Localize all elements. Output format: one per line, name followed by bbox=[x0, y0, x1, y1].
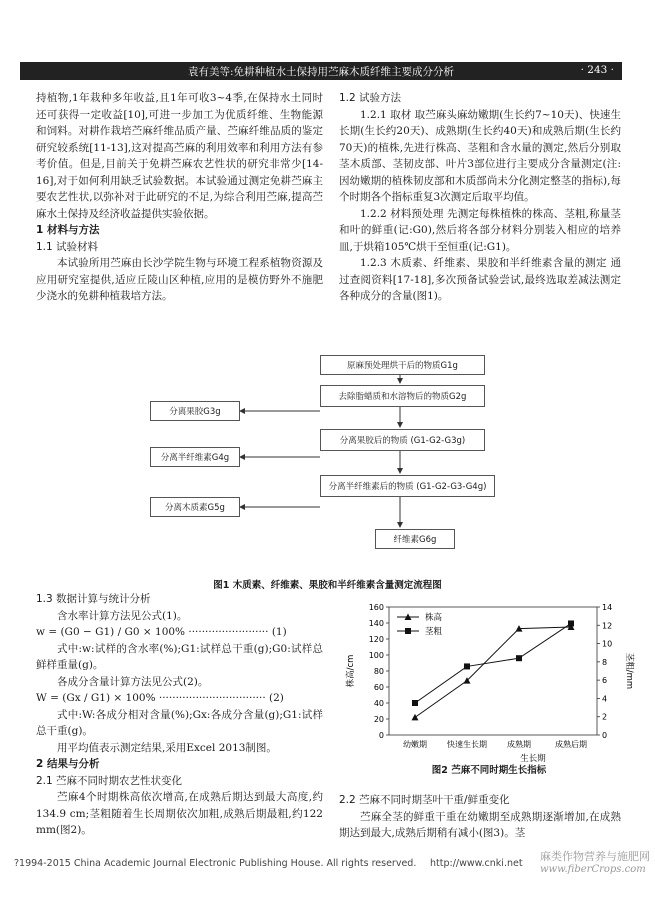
body-paragraph: 各成分含量计算方法见公式(2)。 bbox=[57, 675, 209, 688]
y-right-tick-label: 14 bbox=[602, 603, 613, 612]
header-title: 袁有美等:免耕种植水土保持用苎麻木质纤维主要成分分析 bbox=[187, 66, 455, 78]
left-column-bottom bbox=[36, 591, 323, 839]
legend-label: 茎粗 bbox=[425, 627, 443, 637]
data-point-square bbox=[516, 655, 522, 661]
body-paragraph: 含水率计算方法见公式(1)。 bbox=[57, 609, 188, 622]
method-paragraph: 1.2.3 木质素、纤维素、果胶和半纤维素含量的测定 通过查阅资料[17-18],多次预备试验尝试,最终选取差减法测定各种成分的含量(图1)。 bbox=[339, 257, 621, 302]
x-tick-label: 幼嫩期 bbox=[403, 740, 427, 749]
data-point-triangle bbox=[412, 714, 419, 721]
y-left-tick-label: 40 bbox=[373, 699, 384, 708]
cnki-link[interactable]: http://www.cnki.net bbox=[430, 858, 523, 869]
flow-box: 分离半纤维素G4g bbox=[150, 447, 240, 467]
x-tick-label: 成熟后期 bbox=[555, 740, 587, 749]
figure-1-caption: 图1 木质素、纤维素、果胶和半纤维素含量测定流程图 bbox=[213, 580, 442, 591]
flow-box: 纤维素G6g bbox=[375, 529, 455, 549]
legend-marker-square bbox=[405, 628, 411, 634]
x-axis-label: 生长期 bbox=[520, 754, 546, 764]
plot-frame bbox=[389, 607, 597, 735]
y-left-axis-label: 株高/cm bbox=[346, 654, 356, 688]
watermark-text: 麻类作物营养与施肥网 bbox=[540, 850, 650, 863]
flow-box: 原麻预处理烘干后的物质G1g bbox=[320, 355, 485, 375]
body-paragraph: 用平均值表示测定结果,采用Excel 2013制图。 bbox=[57, 741, 277, 754]
y-right-tick-label: 12 bbox=[602, 621, 613, 631]
y-right-tick-label: 2 bbox=[602, 712, 608, 722]
y-left-tick-label: 20 bbox=[373, 715, 384, 724]
body-paragraph: 式中:w:试样的含水率(%);G1:试样总干重(g);G0:试样总鲜样重量(g)。 bbox=[36, 642, 323, 671]
flow-box: 分离果胶后的物质 (G1-G2-G3g) bbox=[320, 429, 485, 451]
copyright-footer: ?1994-2015 China Academic Journal Electronic Publishing House. All rights reserved. bbox=[14, 858, 417, 869]
data-point-square bbox=[464, 663, 470, 669]
flow-box: 分离木质素G5g bbox=[150, 497, 240, 517]
subsection-heading: 1.2 试验方法 bbox=[339, 92, 402, 104]
data-point-square bbox=[412, 700, 418, 706]
equation-2: W = (Gx / G1) × 100% ································ (2) bbox=[36, 692, 284, 704]
subsection-heading: 1.1 试验材料 bbox=[36, 240, 99, 253]
flow-box: 去除脂蜡质和水溶物后的物质G2g bbox=[320, 385, 485, 407]
subsection-heading: 2.1 苎麻不同时期农艺性状变化 bbox=[36, 774, 183, 787]
flowchart-figure-1 bbox=[130, 355, 590, 575]
method-paragraph: 1.2.2 材料预处理 先测定每株植株的株高、茎粗,称量茎和叶的鲜重(记:G0),然后将各部分材料分别装入相应的培养皿,于烘箱105℃烘干至恒重(记:G1)。 bbox=[339, 207, 621, 253]
x-tick-label: 快速生长期 bbox=[447, 740, 487, 749]
body-paragraph: 式中:W:各成分相对含量(%);Gx:各成分含量(g);G1:试样总干重(g)。 bbox=[36, 708, 323, 737]
intro-paragraph: 持植物,1年栽种多年收益,且1年可收3~4季,在保持水土同时还可获得一定收益[10],可进一步加工为优质纤维、生物能源和饲料。对耕作栽培苎麻纤维品质产量、苎麻纤维品质的鉴定研究较系统[11-13],这对提高苎麻的利用效率和利用方法有参考价值。但是,目前关于免耕苎麻农艺性状的研究非常少[14-16],对于如何利用缺乏试验数据。本试验通过测定免耕苎麻主要农艺性状,以弥补对于此研究的不足,为综合利用苎麻,提高苎麻水土保持及经济收益提供实验依据。 bbox=[36, 92, 323, 220]
right-column-bottom bbox=[339, 792, 621, 842]
y-right-tick-label: 10 bbox=[602, 639, 613, 649]
y-right-tick-label: 6 bbox=[602, 676, 608, 686]
results-paragraph: 苎麻全茎的鲜重干重在幼嫩期至成熟期逐渐增加,在成熟期达到最大,成熟后期稍有减小(图3)。茎 bbox=[339, 810, 621, 839]
x-tick-label: 成熟期 bbox=[507, 740, 531, 749]
y-left-tick-label: 120 bbox=[368, 635, 384, 644]
flow-box: 分离半纤维素后的物质 (G1-G2-G3-G4g) bbox=[320, 475, 495, 497]
right-column-top bbox=[339, 90, 621, 305]
y-left-tick-label: 60 bbox=[373, 683, 384, 692]
materials-paragraph: 本试验所用苎麻由长沙学院生物与环境工程系植物资源及应用研究室提供,适应丘陵山区种植,应用的是模仿野外不施肥少浇水的免耕种植栽培方法。 bbox=[36, 257, 323, 302]
data-point-square bbox=[568, 620, 574, 626]
growth-chart bbox=[339, 585, 639, 780]
results-paragraph: 苎麻4个时期株高依次增高,在成熟后期达到最大高度,约134.9 cm;茎粗随着生长周期依次加粗,成熟后期最粗,约122 mm(图2)。 bbox=[36, 791, 323, 836]
y-right-tick-label: 0 bbox=[602, 731, 608, 740]
watermark-url: www.fiberCrops.com bbox=[540, 864, 646, 875]
left-column-top bbox=[36, 90, 323, 305]
series-line-1 bbox=[415, 627, 571, 717]
section-heading: 2 结果与分析 bbox=[36, 758, 100, 770]
y-right-axis-label: 茎粗/mm bbox=[624, 652, 634, 690]
subsection-heading: 2.2 苎麻不同时期茎叶干重/鲜重变化 bbox=[339, 794, 510, 806]
y-left-tick-label: 100 bbox=[368, 651, 384, 660]
y-left-tick-label: 80 bbox=[373, 667, 384, 676]
figure-2-caption: 图2 苎麻不同时期生长指标 bbox=[431, 765, 547, 776]
page-number: · 243 · bbox=[580, 64, 614, 76]
y-right-tick-label: 8 bbox=[602, 657, 608, 667]
y-left-tick-label: 160 bbox=[368, 603, 384, 612]
equation-1: w = (G0 − G1) / G0 × 100% ························ (1) bbox=[36, 626, 287, 638]
method-paragraph: 1.2.1 取材 取苎麻头麻幼嫩期(生长约7~10天)、快速生长期(生长约20天)、成熟期(生长约40天)和成熟后期(生长约70天)的植株,先进行株高、茎粗和含水量的测定,然后分别取茎木质部、茎韧皮部、叶片3部位进行主要成分含量测定(注:因幼嫩期的植株韧皮部和木质部尚未分化测定整茎的指标),每个时期各个指标重复3次测定后取平均值。 bbox=[339, 108, 621, 203]
running-header bbox=[20, 62, 622, 80]
y-left-tick-label: 0 bbox=[378, 731, 384, 740]
y-left-tick-label: 140 bbox=[368, 619, 384, 628]
y-right-tick-label: 4 bbox=[602, 694, 608, 704]
subsection-heading: 1.3 数据计算与统计分析 bbox=[36, 593, 151, 605]
legend-label: 株高 bbox=[425, 613, 443, 623]
section-heading: 1 材料与方法 bbox=[36, 224, 100, 236]
flow-box: 分离果胶G3g bbox=[150, 401, 240, 421]
